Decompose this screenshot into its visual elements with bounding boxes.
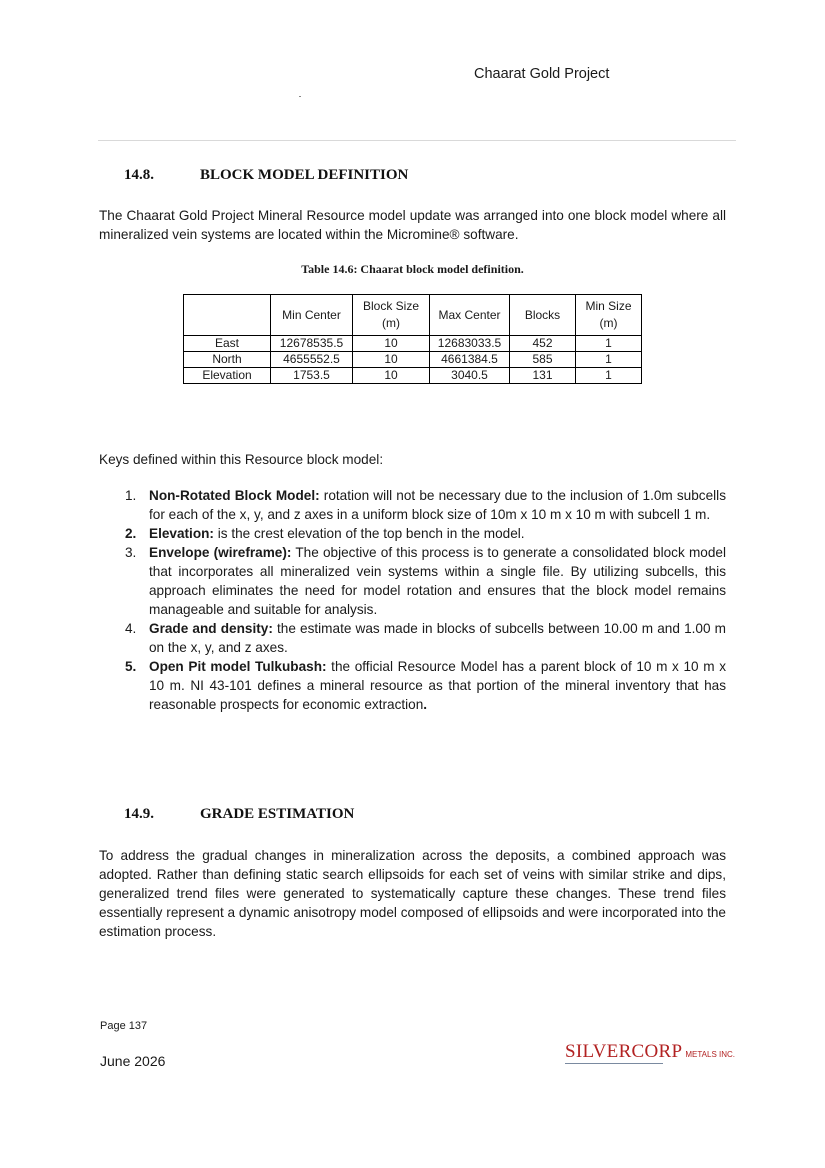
header-divider (98, 140, 736, 141)
table-cell: 3040.5 (430, 368, 510, 384)
logo-wordmark: SILVERCORP (565, 1041, 683, 1062)
list-item-text: the estimate was made in blocks of subcells between 10.00 m and 1.00 m on the x, y, and z axes. (149, 621, 726, 655)
header-title: Chaarat Gold Project (474, 66, 610, 82)
list-item-label: Open Pit model Tulkubash: (149, 659, 327, 674)
section-paragraph: The Chaarat Gold Project Mineral Resource model update was arranged into one block model where all mineralized vein systems are located within the Micromine® software. (99, 208, 726, 242)
list-item-label: Elevation: (149, 526, 214, 541)
list-item-label: Grade and density: (149, 621, 273, 636)
table-cell: 1 (576, 368, 642, 384)
table-cell: 1753.5 (271, 368, 353, 384)
table-cell: 1 (576, 352, 642, 368)
list-item (125, 524, 726, 543)
footer-date: June 2026 (100, 1053, 166, 1069)
list-item (125, 657, 726, 714)
list-item-text: the official Resource Model has a parent block of 10 m x 10 m x 10 m. NI 43-101 defines a mineral resource as that portion of the mineral inventory that has reasonable prospects for economic extraction (149, 659, 726, 712)
table-header-cell: Block Size (m) (353, 295, 430, 336)
table-header-cell (184, 295, 271, 336)
list-item-number: 2. (125, 526, 137, 541)
table-header-cell: Min Size (m) (576, 295, 642, 336)
table-cell: 10 (353, 336, 430, 352)
table-cell: East (184, 336, 271, 352)
table-header-row (184, 295, 642, 336)
table-cell: 4655552.5 (271, 352, 353, 368)
list-item (125, 486, 727, 524)
block-model-table (183, 294, 642, 384)
table-cell: 131 (510, 368, 576, 384)
section-paragraph: To address the gradual changes in mineralization across the deposits, a combined approach was adopted. Rather than defining static search ellipsoids for each set of veins with similar strike and dips, generalized trend files were generated to systematically capture these changes. These trend files essentially represent a dynamic anisotropy model composed of ellipsoids and were incorporated into the estimation process. (99, 848, 726, 939)
logo-underline (565, 1063, 663, 1064)
section-number: 14.8. (124, 167, 154, 183)
table-cell: 12683033.5 (430, 336, 510, 352)
table-cell: 585 (510, 352, 576, 368)
table-cell: North (184, 352, 271, 368)
table-caption: Table 14.6: Chaarat block model definition. (301, 262, 524, 276)
header-mark (299, 96, 301, 97)
table-row (184, 336, 642, 352)
table-cell: 4661384.5 (430, 352, 510, 368)
keys-list (125, 486, 727, 714)
silvercorp-logo (565, 1041, 735, 1063)
list-item-number: 4. (125, 621, 137, 636)
section-title: GRADE ESTIMATION (200, 806, 355, 822)
list-item-text: rotation will not be necessary due to the inclusion of 1.0m subcells for each of the x, y, and z axes in a uniform block size of 10m x 10 m x 10 m with subcell 1 m. (149, 488, 727, 522)
keys-intro: Keys defined within this Resource block model: (99, 452, 384, 467)
table-header-cell: Max Center (430, 295, 510, 336)
section-heading-14-9 (124, 806, 524, 826)
table-cell: 452 (510, 336, 576, 352)
list-item-label: Envelope (wireframe): (149, 545, 292, 560)
table-row (184, 368, 642, 384)
section-heading-14-8 (124, 167, 524, 187)
list-item-number: 5. (125, 659, 137, 674)
table-cell: 10 (353, 368, 430, 384)
table-cell: 1 (576, 336, 642, 352)
table-header-cell: Blocks (510, 295, 576, 336)
table-cell: 10 (353, 352, 430, 368)
table-cell: 12678535.5 (271, 336, 353, 352)
list-item (125, 619, 726, 657)
table-header-cell: Min Center (271, 295, 353, 336)
list-item-period: . (423, 697, 428, 712)
list-item-label: Non-Rotated Block Model: (149, 488, 320, 503)
list-item-text: is the crest elevation of the top bench in the model. (213, 526, 525, 541)
list-item-number: 1. (125, 488, 137, 503)
table-cell: Elevation (184, 368, 271, 384)
logo-subtitle: METALS INC. (685, 1050, 736, 1059)
section-title: BLOCK MODEL DEFINITION (200, 167, 409, 183)
table-row (184, 352, 642, 368)
section-number: 14.9. (124, 806, 154, 822)
list-item-text: The objective of this process is to generate a consolidated block model that incorporates all mineralized vein systems within a single file. By utilizing subcells, this approach eliminates the need for model rotation and ensures that the block model remains manageable and suitable for analysis. (149, 545, 726, 617)
list-item (125, 543, 726, 619)
list-item-number: 3. (125, 545, 137, 560)
page-number: Page 137 (100, 1020, 148, 1032)
